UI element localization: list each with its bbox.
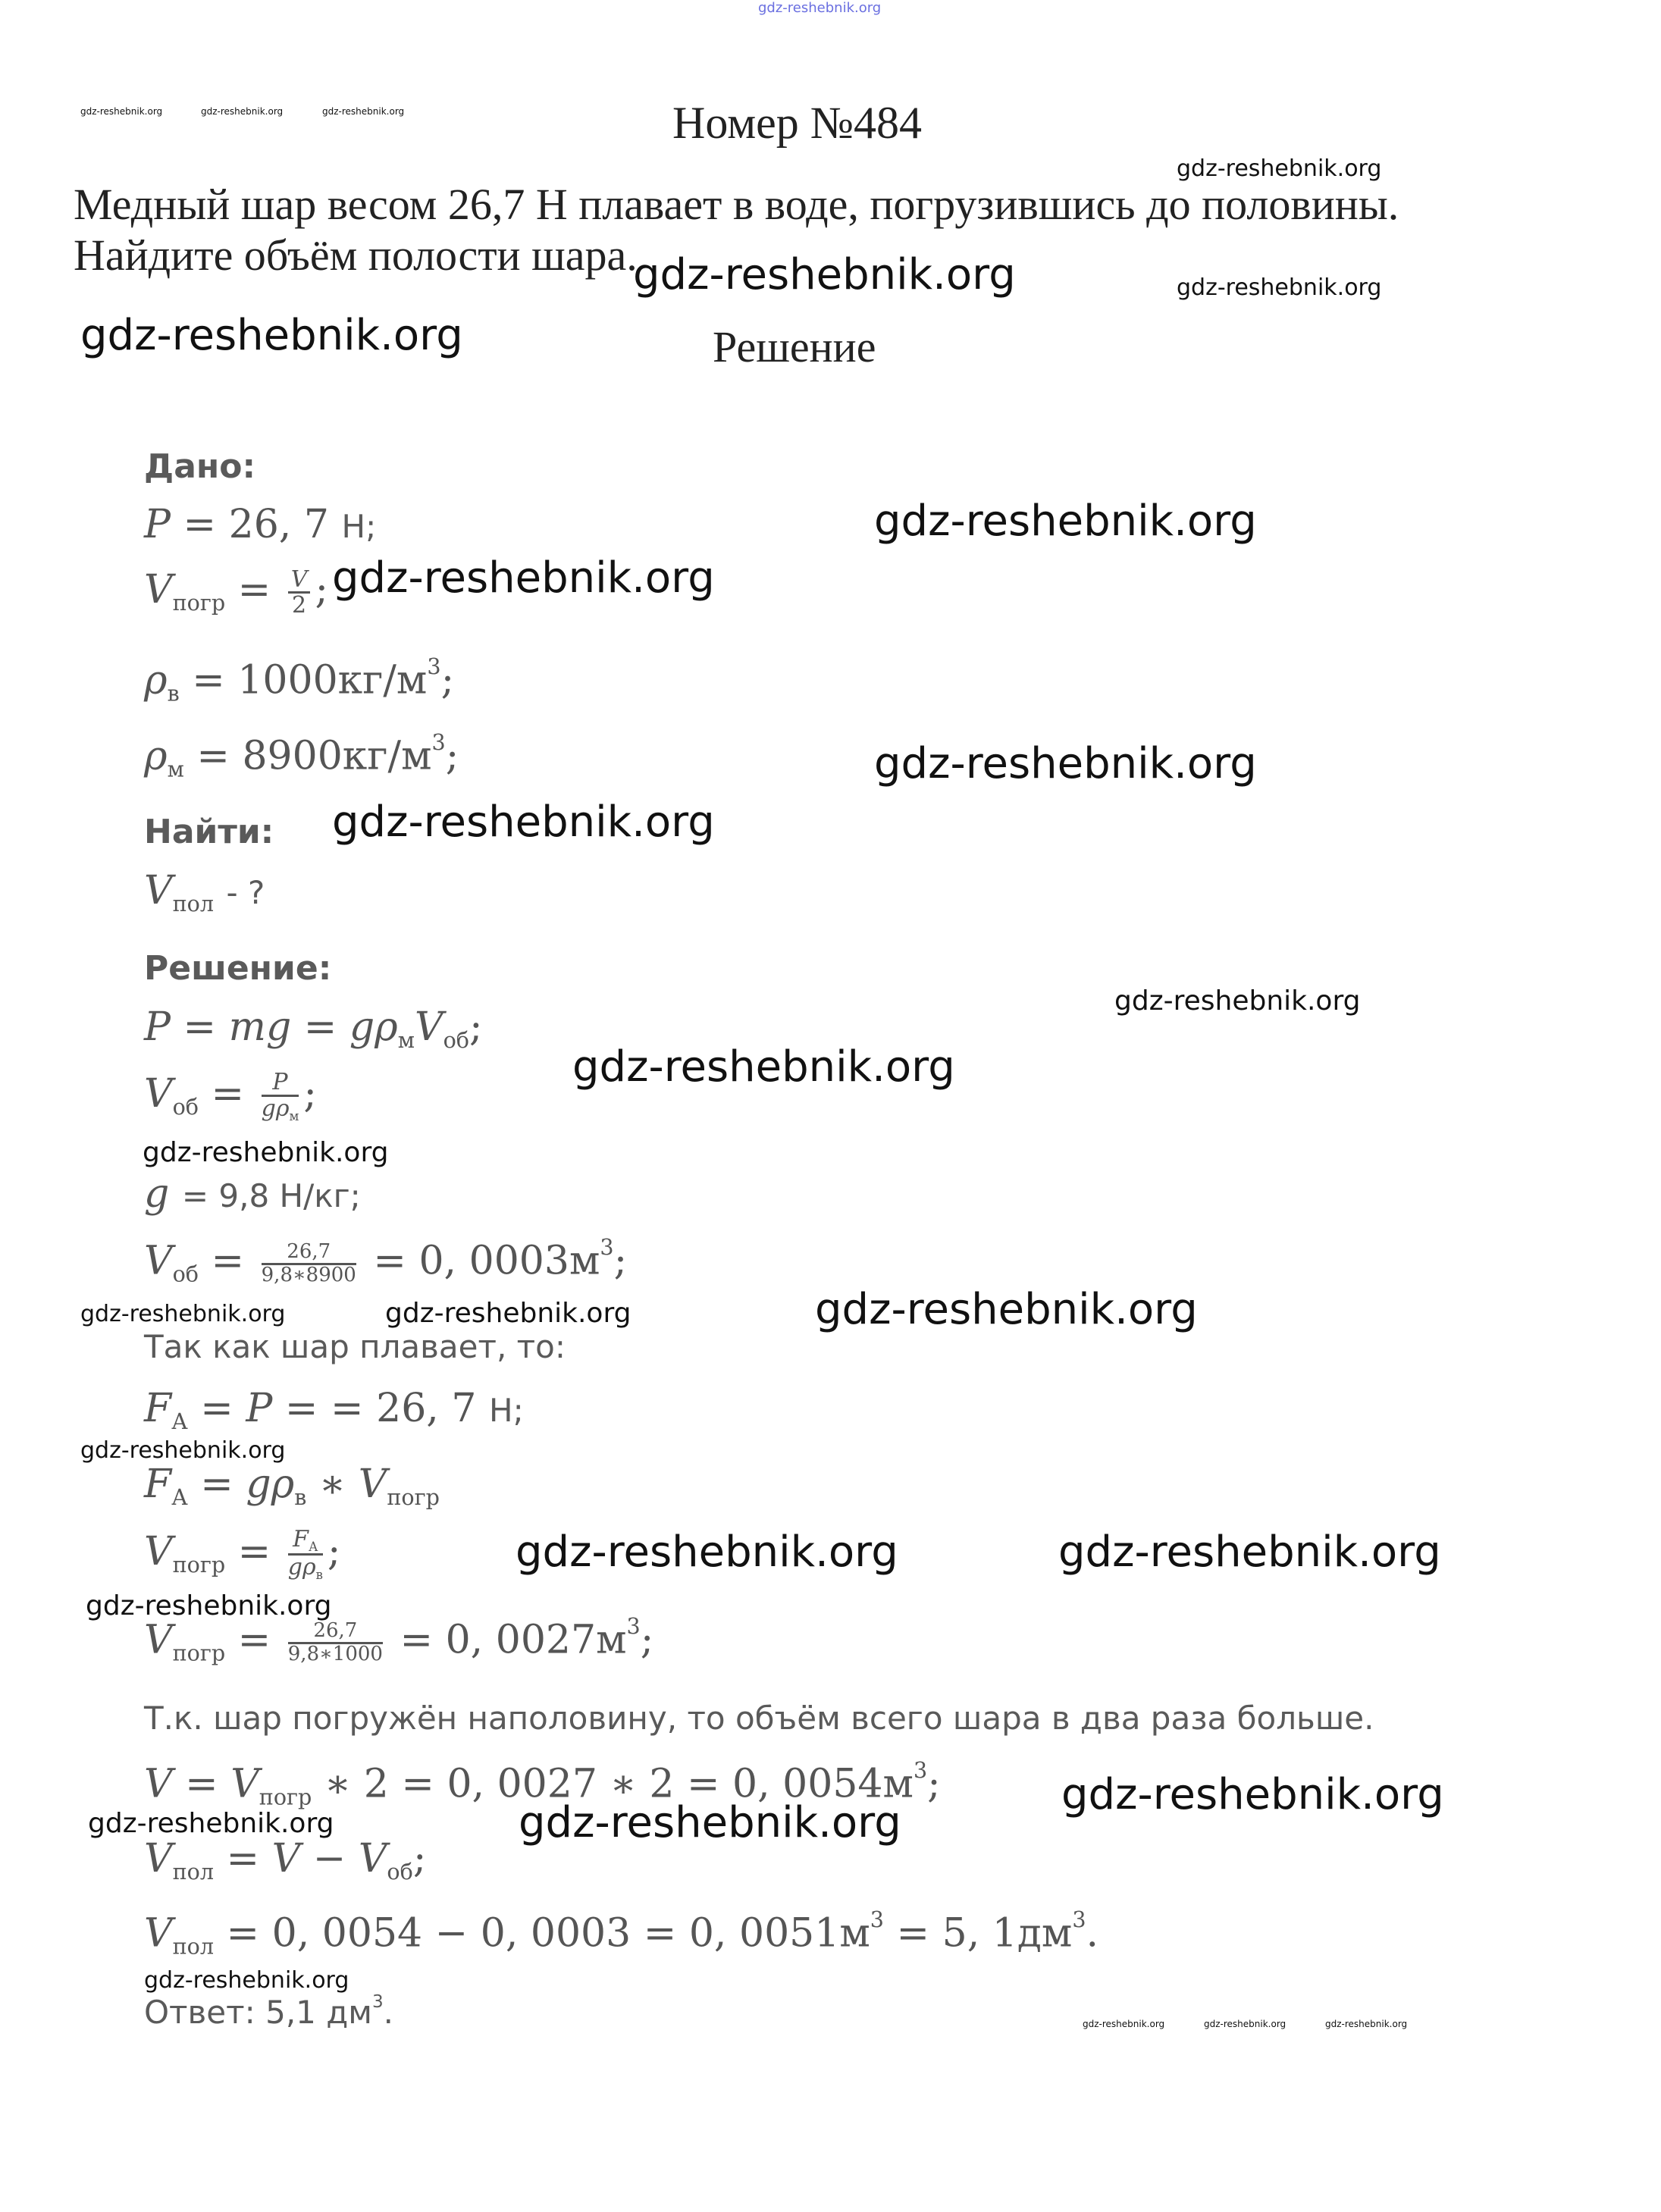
formula-volume-total: $V_{об}$ = $\frac{P}{g\rho_м}$ ; [144, 1069, 317, 1123]
given-volume-numerator: V [288, 568, 311, 594]
fa-unit: Н; [488, 1392, 524, 1429]
given-weight-value: 26, 7 [228, 502, 329, 547]
formula-total-volume: $V = V_{погр}$ ∗ 2 = 0, 0027 ∗ 2 = 0, $0054м^3$; [144, 1757, 941, 1810]
watermark: gdz-reshebnik.org [572, 1042, 955, 1092]
vpol-dm: = 5, 1дм [896, 1910, 1073, 1957]
floats-text: Так как шар плавает, то: [144, 1328, 566, 1365]
given-water-density-value: 1000кг/м [237, 657, 428, 703]
watermark: gdz-reshebnik.org [332, 553, 715, 603]
given-copper-density: $\rho_м = 8900кг/м^3$; [144, 729, 459, 782]
vp-result: = 0, 0027м [400, 1617, 627, 1663]
find-label: Найти: [144, 813, 274, 851]
solution-label: Решение: [144, 949, 332, 988]
formula-archimedes: $F_А = g\rho_в$ ∗ $V_{погр}$ [144, 1462, 440, 1510]
watermark: gdz-reshebnik.org [80, 311, 463, 360]
v-total-calc: ∗ 2 = 0, 0027 ∗ 2 = 0, 0054м [324, 1761, 914, 1807]
watermark: gdz-reshebnik.org [332, 797, 715, 847]
formula-volume-total-calc: $V_{об}$ = $\frac{26,7}{9,8∗8900}$ = 0, $0003м^3$; [144, 1234, 628, 1287]
watermark: gdz-reshebnik.org [516, 1527, 898, 1577]
vpol-calc: = 0, 0054 − 0, 0003 = 0, 0051м [226, 1910, 870, 1957]
given-weight: P = 26, 7 Н; [144, 502, 377, 547]
watermark-top: gdz-reshebnik.org [758, 0, 882, 16]
watermark: gdz-reshebnik.org [1114, 985, 1361, 1017]
answer: Ответ: 5,1 $дм^3$. [144, 1992, 394, 2031]
half-submerged-text: Т.к. шар погружён наполовину, то объём всего шара в два раза больше. [144, 1700, 1374, 1737]
watermark: gdz-reshebnik.org [88, 1808, 334, 1839]
watermark-small: gdz-reshebnik.org [322, 106, 405, 117]
watermark: gdz-reshebnik.org [633, 250, 1016, 299]
answer-label: Ответ: [144, 1993, 255, 2031]
given-water-density: $\rho_в = 1000кг/м^3$; [144, 653, 455, 707]
solution-heading: Решение [713, 322, 876, 371]
problem-text-line1: Медный шар весом 26,7 Н плавает в воде, погрузившись до половины. [74, 180, 1399, 229]
formula-submerged-volume: $V_{погр}$ = $\frac{F_А}{g\rho_в}$ ; [144, 1526, 341, 1582]
find-question: - ? [226, 874, 265, 911]
page-title: Номер №484 [672, 98, 923, 148]
watermark: gdz-reshebnik.org [874, 739, 1257, 788]
formula-cavity-volume: $V_{пол} = V - V_{об}$; [144, 1836, 427, 1885]
given-submerged-volume: $V_{погр}$ = $\frac{V}{2}$ ; [144, 566, 328, 619]
formula-weight: P = mg = $g\rho_мV_{об}$; [144, 1004, 483, 1053]
formula-submerged-volume-calc: $V_{погр}$ = $\frac{26,7}{9,8∗1000}$ = 0, $0027м^3$; [144, 1613, 654, 1666]
watermark: gdz-reshebnik.org [80, 1301, 286, 1327]
watermark: gdz-reshebnik.org [815, 1285, 1198, 1334]
given-volume-denominator: 2 [292, 592, 307, 619]
watermark: gdz-reshebnik.org [385, 1298, 631, 1329]
watermark: gdz-reshebnik.org [143, 1137, 389, 1168]
vp-denominator: 9,8∗1000 [287, 1642, 383, 1665]
formula-archimedes-equals-weight: $F_А = P$ = = 26, 7 Н; [144, 1386, 524, 1434]
given-weight-unit: Н; [341, 508, 377, 545]
formula-cavity-volume-calc: $V_{пол} = 0$, 0054 − 0, 0003 = 0, $0051м^3 = 5$, $1дм^3$. [144, 1907, 1099, 1960]
watermark: gdz-reshebnik.org [1058, 1527, 1441, 1577]
vob-result: = 0, 0003м [373, 1238, 600, 1284]
vp-numerator: 26,7 [288, 1621, 383, 1643]
answer-value: 5,1 дм [265, 1993, 372, 2031]
watermark: gdz-reshebnik.org [1177, 274, 1382, 301]
fa-value: = 26, 7 [331, 1386, 477, 1431]
vob-denominator: 9,8∗8900 [261, 1263, 356, 1286]
watermark: gdz-reshebnik.org [874, 497, 1257, 546]
g-value: = 9,8 Н/кг; [181, 1177, 361, 1214]
find-value: $V_{пол}$ - ? [144, 868, 265, 916]
vob-numerator: 26,7 [262, 1242, 356, 1264]
watermark: gdz-reshebnik.org [80, 1437, 286, 1464]
watermark: gdz-reshebnik.org [1177, 155, 1382, 182]
watermark: gdz-reshebnik.org [1061, 1770, 1444, 1819]
watermark-small: gdz-reshebnik.org [1325, 2019, 1408, 2029]
problem-text-line2: Найдите объём полости шара. [74, 230, 638, 280]
watermark: gdz-reshebnik.org [144, 1967, 349, 1994]
watermark: gdz-reshebnik.org [519, 1798, 901, 1847]
watermark: gdz-reshebnik.org [86, 1590, 332, 1621]
given-copper-density-value: 8900кг/м [242, 733, 432, 779]
watermark-small: gdz-reshebnik.org [1083, 2019, 1165, 2029]
formula-g: g = 9,8 Н/кг; [144, 1171, 361, 1217]
watermark-small: gdz-reshebnik.org [1204, 2019, 1286, 2029]
watermark-small: gdz-reshebnik.org [201, 106, 284, 117]
given-label: Дано: [144, 447, 256, 486]
watermark-small: gdz-reshebnik.org [80, 106, 163, 117]
